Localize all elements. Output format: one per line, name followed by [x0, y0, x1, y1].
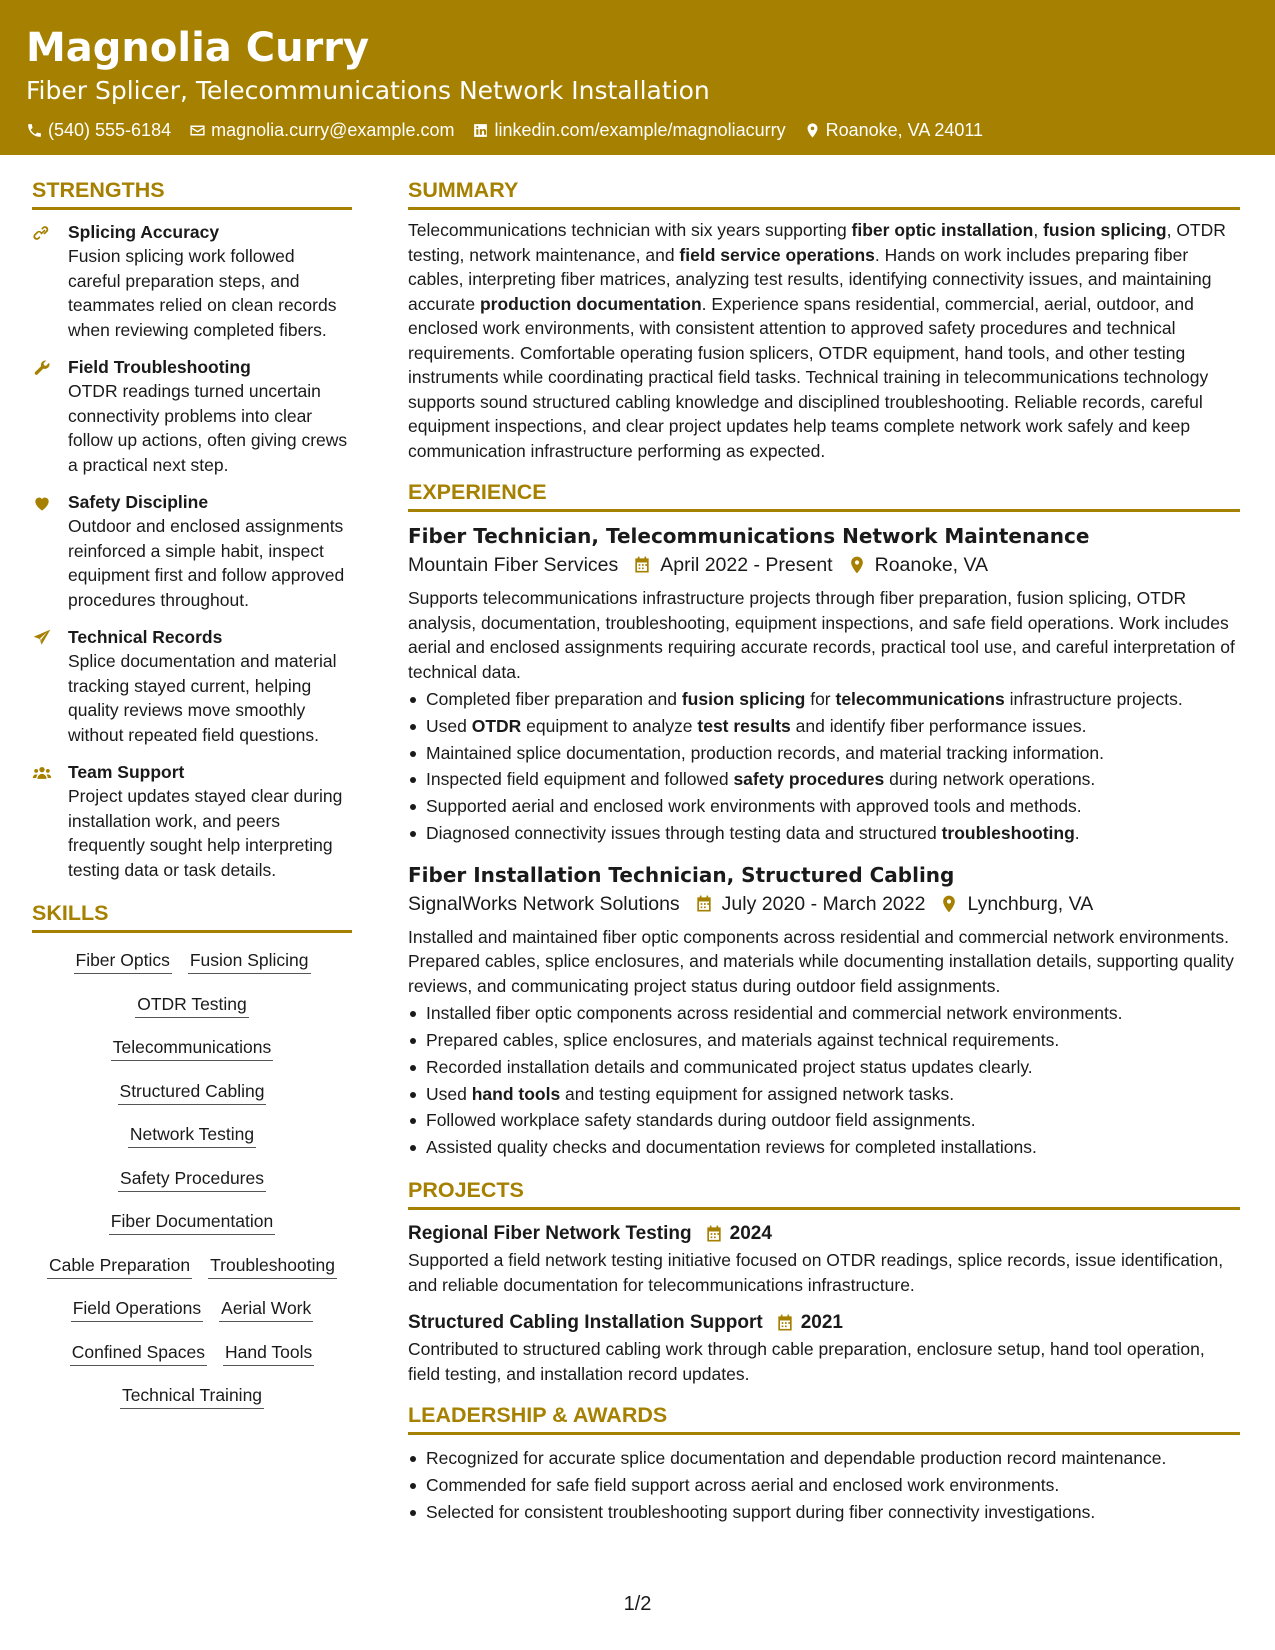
linkedin-text: linkedin.com/example/magnoliacurry — [494, 120, 786, 140]
candidate-title: Fiber Splicer, Telecommunications Network Installation — [26, 76, 710, 105]
skill-tag: Fusion Splicing — [188, 949, 311, 974]
skill-tag: Hand Tools — [223, 1341, 314, 1366]
text-run: Telecommunications technician with six years supporting — [408, 220, 852, 240]
job-bullets — [408, 1000, 1240, 1161]
skill-row — [62, 1341, 323, 1366]
summary-text — [408, 218, 1240, 463]
project-description: Contributed to structured cabling work through cable preparation, enclosure setup, hand tool operation, field testing, and installation record updates. — [408, 1339, 1205, 1384]
skill-tag: Field Operations — [71, 1297, 203, 1322]
job-location: Roanoke, VA — [874, 554, 989, 576]
text-run: . Hands on work includes preparing fiber cables, interpreting fiber matrices, analyzing test results, identifying connectivity issues, and maintaining accurate — [408, 244, 1212, 314]
candidate-name: Magnolia Curry — [26, 25, 370, 71]
job-title: Fiber Technician, Telecommunications Network Maintenance — [408, 524, 1090, 548]
strength-desc: Fusion splicing work followed careful preparation steps, and teammates relied on clean records when reviewing completed fibers. — [68, 246, 337, 340]
strength-item — [32, 355, 352, 477]
text-run: . — [1074, 822, 1080, 843]
bullet-item — [408, 820, 1240, 847]
skill-row — [66, 949, 319, 974]
bullet-item — [408, 713, 1240, 740]
skill-tag: Fiber Optics — [74, 949, 172, 974]
strength-desc: Project updates stayed clear during installation work, and peers frequently sought help interpreting testing data or task details. — [68, 786, 343, 880]
job-meta — [408, 550, 1240, 580]
right-column — [408, 175, 1240, 1525]
location-text: Roanoke, VA 24011 — [825, 120, 984, 140]
contact-phone[interactable] — [26, 120, 171, 141]
phone-icon — [26, 122, 43, 139]
job-company: Mountain Fiber Services — [408, 554, 619, 576]
wrench-icon — [32, 358, 52, 378]
text-run: and testing equipment for assigned network tasks. — [560, 1083, 955, 1104]
contact-linkedin[interactable] — [472, 120, 785, 141]
bold-text: hand tools — [471, 1083, 561, 1104]
bold-text: fiber optic installation — [851, 220, 1034, 240]
projects-heading: PROJECTS — [408, 1175, 1240, 1210]
job-description: Installed and maintained fiber optic components across residential and commercial network environments. Prepared cables, splice enclosures, and materials while documenting installation details, supporting quality reviews, and communicating project status during outdoor field assignments. — [408, 926, 1234, 996]
skill-row — [110, 1080, 275, 1105]
job-dates: April 2022 - Present — [660, 554, 833, 576]
bold-text: troubleshooting — [941, 822, 1075, 843]
bullet-item — [408, 1134, 1240, 1161]
heart-icon — [32, 493, 52, 513]
skill-row — [112, 1384, 272, 1409]
project-title — [408, 1309, 1240, 1337]
calendar-icon — [704, 1224, 724, 1244]
strength-item — [32, 760, 352, 882]
skill-row — [101, 1210, 283, 1235]
text-run: Prepared cables, splice enclosures, and materials against technical requirements. — [426, 1030, 1060, 1051]
strength-name: Field Troubleshooting — [68, 357, 251, 377]
bullet-item — [408, 1107, 1240, 1134]
contact-location — [804, 120, 983, 141]
bold-text: OTDR — [471, 715, 522, 736]
bullet-item — [408, 766, 1240, 793]
bullet-item — [408, 686, 1240, 713]
skill-row — [127, 993, 257, 1018]
projects-list — [408, 1220, 1240, 1386]
skill-row — [120, 1123, 264, 1148]
skill-tag: OTDR Testing — [135, 993, 249, 1018]
strength-desc: OTDR readings turned uncertain connectivity problems into clear follow up actions, often giving crews a practical next step. — [68, 381, 348, 475]
text-run: equipment to analyze — [521, 715, 698, 736]
bullet-item — [408, 1081, 1240, 1108]
strength-name: Team Support — [68, 762, 185, 782]
project-name: Regional Fiber Network Testing — [408, 1223, 692, 1245]
skill-tag: Technical Training — [120, 1384, 264, 1409]
phone-text: (540) 555-6184 — [48, 120, 172, 140]
skill-tag: Aerial Work — [219, 1297, 313, 1322]
strength-name: Splicing Accuracy — [68, 222, 220, 242]
award-item: Commended for safe field support across aerial and enclosed work environments. — [408, 1472, 1240, 1499]
project-year: 2021 — [800, 1312, 843, 1334]
text-run: during network operations. — [884, 769, 1096, 790]
skill-row — [39, 1254, 345, 1279]
experience-heading: EXPERIENCE — [408, 477, 1240, 512]
job-location: Lynchburg, VA — [967, 892, 1094, 915]
contact-email[interactable] — [189, 120, 454, 141]
bullet-item — [408, 1000, 1240, 1027]
skill-tag: Network Testing — [128, 1123, 256, 1148]
calendar-icon — [632, 555, 652, 575]
job-title: Fiber Installation Technician, Structured Cabling — [408, 862, 955, 887]
bold-text: field service operations — [679, 244, 875, 265]
job-bullets — [408, 686, 1240, 847]
strength-item — [32, 490, 352, 612]
strength-name: Technical Records — [68, 627, 223, 647]
text-run: , — [1033, 220, 1044, 240]
project-description: Supported a field network testing initiative focused on OTDR readings, splice records, issue identification, and reliable documentation for telecommunications infrastructure. — [408, 1250, 1224, 1295]
contact-bar — [26, 120, 1249, 141]
bold-text: telecommunications — [835, 689, 1005, 709]
text-run: Completed fiber preparation and — [426, 689, 682, 709]
envelope-icon — [189, 122, 206, 139]
text-run: Used — [426, 1083, 472, 1104]
award-item: Selected for consistent troubleshooting support during fiber connectivity investigations. — [408, 1499, 1240, 1526]
skill-tag: Safety Procedures — [118, 1167, 266, 1192]
skill-row — [103, 1036, 282, 1061]
skills-list — [32, 949, 352, 1428]
strength-desc: Outdoor and enclosed assignments reinforced a simple habit, inspect equipment first and follow approved procedures throughout. — [68, 516, 345, 610]
skill-tag: Troubleshooting — [208, 1254, 337, 1279]
skill-tag: Confined Spaces — [70, 1341, 207, 1366]
link-icon — [32, 223, 52, 243]
calendar-icon — [775, 1313, 795, 1333]
skill-row — [110, 1167, 274, 1192]
text-run: Followed workplace safety standards during outdoor field assignments. — [426, 1110, 976, 1131]
skills-heading: SKILLS — [32, 898, 352, 933]
strength-desc: Splice documentation and material tracking stayed current, helping quality reviews move smoothly without repeated field questions. — [68, 651, 337, 745]
job-dates: July 2020 - March 2022 — [721, 892, 926, 915]
bullet-item — [408, 740, 1240, 767]
left-column — [32, 175, 352, 1428]
award-item: Recognized for accurate splice documentation and dependable production record maintenance. — [408, 1445, 1240, 1472]
skill-tag: Cable Preparation — [47, 1254, 192, 1279]
text-run: Inspected field equipment and followed — [426, 769, 734, 790]
text-run: Recorded installation details and communicated project status updates clearly. — [426, 1056, 1033, 1077]
map-pin-icon — [939, 894, 959, 914]
project-name: Structured Cabling Installation Support — [408, 1312, 763, 1334]
project-year: 2024 — [729, 1223, 772, 1245]
text-run: infrastructure projects. — [1004, 689, 1183, 709]
summary-heading: SUMMARY — [408, 175, 1240, 210]
text-run: Installed fiber optic components across residential and commercial network environments. — [426, 1003, 1123, 1024]
map-pin-icon — [847, 555, 867, 575]
team-icon — [32, 763, 52, 783]
skill-row — [63, 1297, 322, 1322]
skill-tag: Structured Cabling — [118, 1080, 267, 1105]
bold-text: safety procedures — [733, 769, 885, 790]
map-pin-icon — [804, 122, 821, 139]
bold-text: fusion splicing — [1043, 220, 1167, 240]
text-run: Supported aerial and enclosed work environments with approved tools and methods. — [426, 796, 1082, 817]
text-run: and identify fiber performance issues. — [790, 715, 1087, 736]
project-title — [408, 1220, 1240, 1248]
email-text: magnolia.curry@example.com — [211, 120, 455, 140]
bullet-item — [408, 793, 1240, 820]
text-run: for — [805, 689, 836, 709]
experience-list — [408, 522, 1240, 1161]
skill-tag: Fiber Documentation — [109, 1210, 275, 1235]
strength-item — [32, 220, 352, 342]
skill-tag: Telecommunications — [111, 1036, 274, 1061]
strengths-heading: STRENGTHS — [32, 175, 352, 210]
text-run: Maintained splice documentation, production records, and material tracking information. — [426, 742, 1104, 763]
text-run: Diagnosed connectivity issues through testing data and structured — [426, 822, 942, 843]
paper-plane-icon — [32, 628, 52, 648]
job-meta — [408, 889, 1240, 919]
text-run: . Experience spans residential, commercial, aerial, outdoor, and enclosed work environments, with consistent attention to approved safety procedures and technical requirements. Comfortable operating fusion splicers, OTDR equipment, hand tools, and other testing instruments while coordinating practical field tasks. Technical training in telecommunications technology supports sound structured cabling knowledge and disciplined troubleshooting. Reliable records, careful equipment inspections, and clear project updates help teams complete network work safely and keep communication infrastructure performing as expected. — [408, 293, 1209, 461]
resume-header — [0, 0, 1275, 155]
text-run: , OTDR testing, network maintenance, and — [408, 220, 1226, 265]
strength-item — [32, 625, 352, 747]
text-run: Assisted quality checks and documentation reviews for completed installations. — [426, 1137, 1037, 1158]
job-description: Supports telecommunications infrastructure projects through fiber preparation, fusion splicing, OTDR analysis, documentation, troubleshooting, equipment inspections, and safe field operations. Work includes aerial and enclosed assignments requiring accurate records, practical tool use, and careful interpretation of technical data. — [408, 588, 1235, 682]
text-run: Used — [426, 715, 472, 736]
page-number: 1/2 — [623, 1593, 652, 1615]
bullet-item — [408, 1027, 1240, 1054]
strength-name: Safety Discipline — [68, 492, 209, 512]
linkedin-icon — [472, 122, 489, 139]
bold-text: test results — [697, 715, 791, 736]
calendar-icon — [694, 894, 714, 914]
job-company: SignalWorks Network Solutions — [408, 892, 680, 915]
bold-text: production documentation — [479, 293, 702, 314]
bullet-item — [408, 1054, 1240, 1081]
awards-list — [408, 1445, 1240, 1525]
awards-heading: LEADERSHIP & AWARDS — [408, 1400, 1240, 1435]
bold-text: fusion splicing — [681, 689, 806, 709]
